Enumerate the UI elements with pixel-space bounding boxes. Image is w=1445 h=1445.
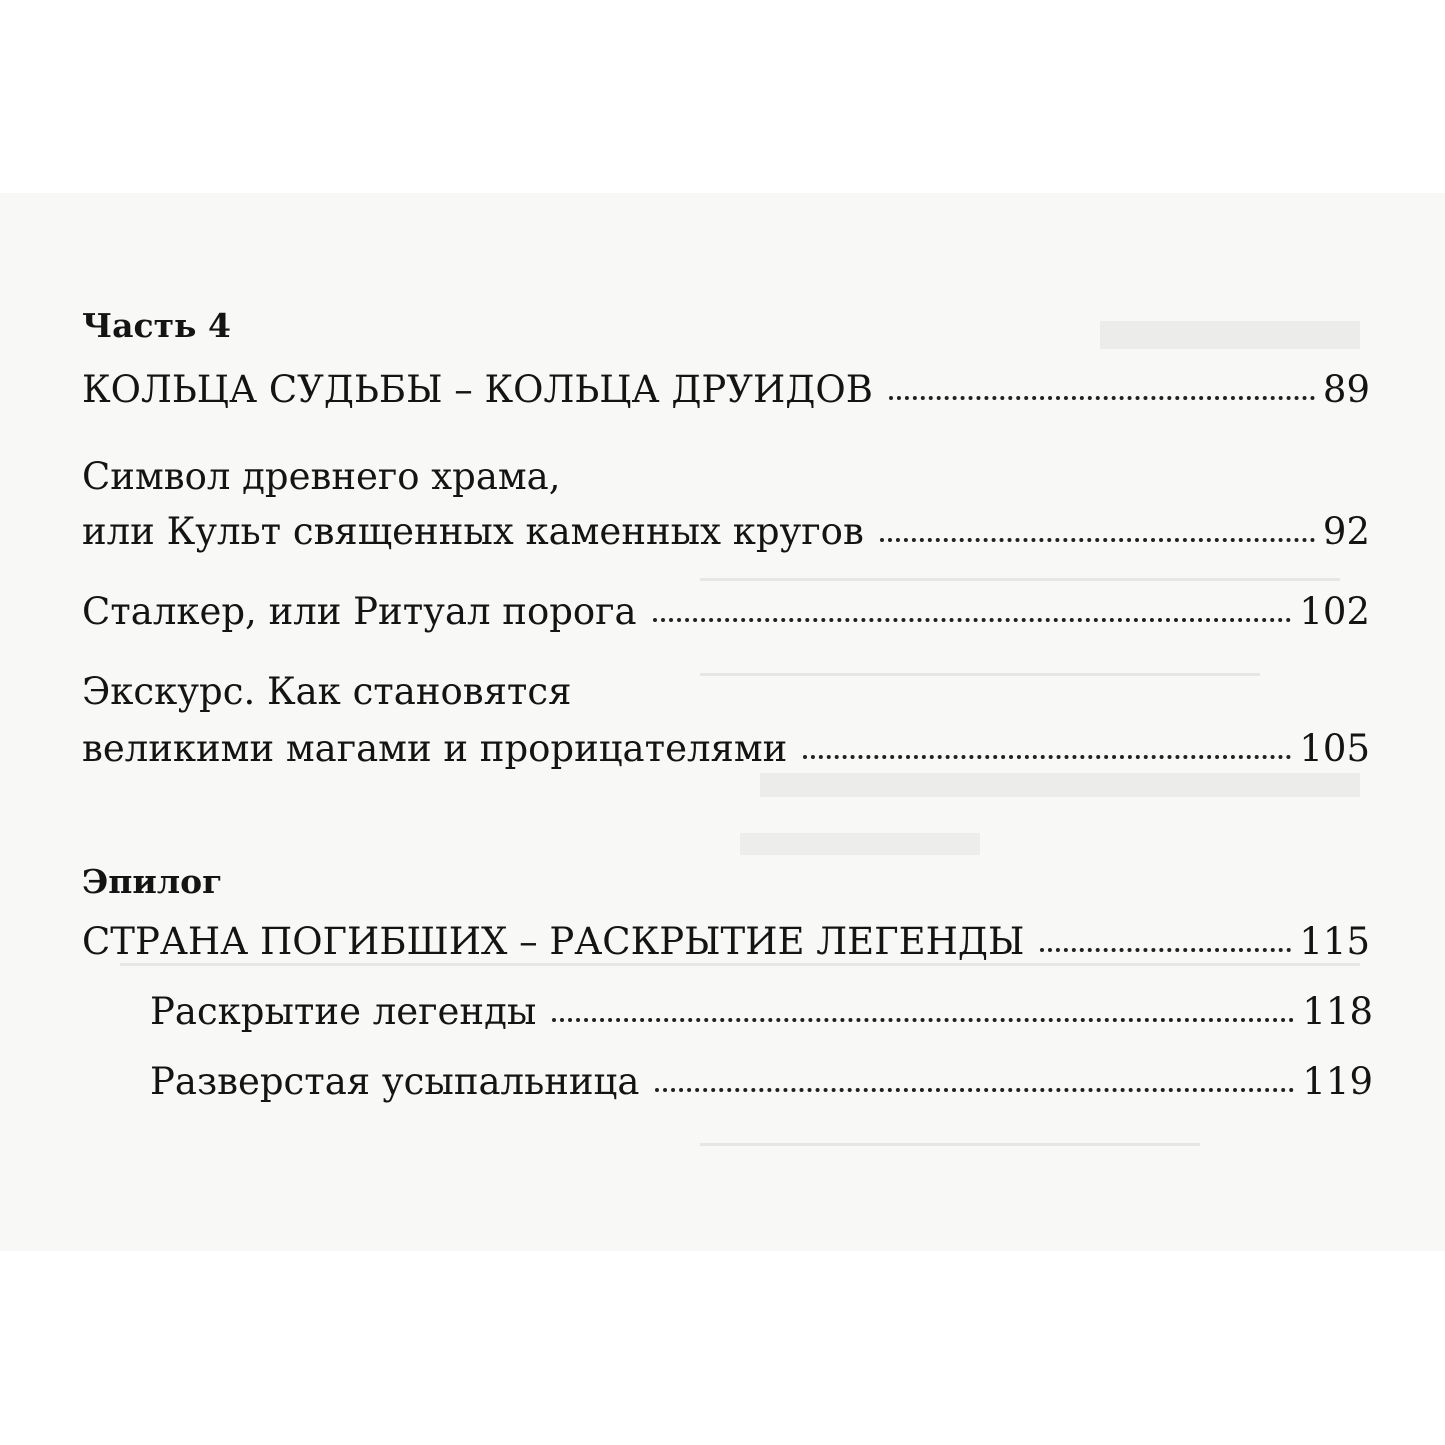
- toc-entry-title: или Культ священных каменных кругов: [82, 510, 864, 553]
- dot-leader: [1040, 948, 1291, 952]
- toc-entry-symbol[interactable]: [82, 510, 1370, 553]
- toc-entry-page: 115: [1299, 920, 1370, 963]
- toc-entry-part-title[interactable]: [82, 368, 1370, 411]
- dot-leader: [803, 755, 1291, 759]
- epilogue-heading: Эпилог: [82, 862, 223, 901]
- toc-entry-page: 102: [1299, 590, 1370, 633]
- toc-entry-title: СТРАНА ПОГИБШИХ – РАСКРЫТИЕ ЛЕГЕНДЫ: [82, 920, 1025, 963]
- toc-entry-title-line1: Символ древнего храма,: [82, 455, 561, 498]
- toc-entry-epilogue-title[interactable]: [82, 920, 1370, 963]
- dot-leader: [653, 618, 1292, 622]
- toc-subentry-tomb[interactable]: [150, 1060, 1373, 1103]
- toc-entry-stalker[interactable]: [82, 590, 1370, 633]
- dot-leader: [655, 1088, 1294, 1092]
- toc-entry-page: 119: [1302, 1060, 1373, 1103]
- toc-entry-page: 105: [1299, 727, 1370, 770]
- toc-entry-title: великими магами и прорицателями: [82, 727, 788, 770]
- part-heading: Часть 4: [82, 306, 231, 345]
- toc-entry-title: Раскрытие легенды: [150, 990, 537, 1033]
- toc-entry-page: 92: [1322, 510, 1370, 553]
- book-page: [0, 193, 1445, 1251]
- toc-entry-title: Разверстая усыпальница: [150, 1060, 640, 1103]
- toc-entry-page: 118: [1302, 990, 1373, 1033]
- dot-leader: [552, 1018, 1294, 1022]
- dot-leader: [889, 396, 1315, 400]
- dot-leader: [880, 538, 1315, 542]
- toc-entry-excursus[interactable]: [82, 727, 1370, 770]
- toc-entry-title: Сталкер, или Ритуал порога: [82, 590, 637, 633]
- toc-entry-page: 89: [1322, 368, 1370, 411]
- toc-entry-title: КОЛЬЦА СУДЬБЫ – КОЛЬЦА ДРУИДОВ: [82, 368, 873, 411]
- toc-subentry-legend[interactable]: [150, 990, 1373, 1033]
- toc-entry-title-line1: Экскурс. Как становятся: [82, 670, 572, 713]
